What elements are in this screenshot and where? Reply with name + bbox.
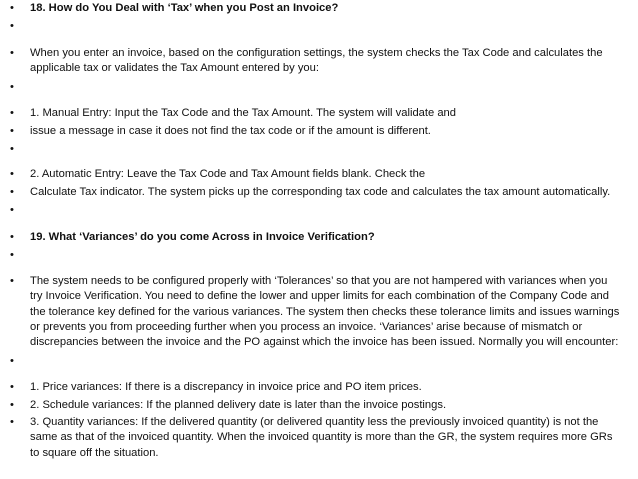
q19-quantity-line-2: same as that of the invoiced quantity. When the invoiced quantity is more than the GR, the system requires more GRs bbox=[30, 431, 613, 444]
q19-schedule-line: 2. Schedule variances: If the planned delivery date is later than the invoice postings. bbox=[30, 399, 447, 411]
q19-quantity-line-1: 3. Quantity variances: If the delivered quantity (or delivered quantity less the previously invoiced quantity) is not the bbox=[30, 416, 599, 428]
bullet-icon: • bbox=[10, 399, 14, 411]
bullet-icon: • bbox=[10, 47, 14, 59]
bullet-icon: • bbox=[10, 416, 14, 428]
q19-intro-line-3: the tolerance key defined for the various variances. The system then checks these tolerance limits and issues warnings bbox=[30, 305, 620, 318]
bullet-icon: • bbox=[10, 231, 14, 243]
bullet-icon: • bbox=[10, 81, 14, 93]
bullet-icon: • bbox=[10, 249, 14, 261]
q18-manual-line-1: 1. Manual Entry: Input the Tax Code and the Tax Amount. The system will validate and bbox=[30, 107, 456, 119]
q18-manual-line-2: issue a message in case it does not find the tax code or if the amount is different. bbox=[30, 125, 431, 137]
q19-intro-line-5: discrepancies between the invoice and the PO against which the invoice has been issued. Normally you will encounter: bbox=[30, 336, 619, 349]
bullet-icon: • bbox=[10, 143, 14, 155]
q18-auto-line-1: 2. Automatic Entry: Leave the Tax Code and Tax Amount fields blank. Check the bbox=[30, 168, 426, 180]
bullet-icon: • bbox=[10, 168, 14, 180]
q19-price-line: 1. Price variances: If there is a discrepancy in invoice price and PO item prices. bbox=[30, 381, 422, 393]
q19-quantity-line-3: to square off the situation. bbox=[30, 446, 159, 459]
q18-intro-line-1: When you enter an invoice, based on the configuration settings, the system checks the Tax Code and calculates the bbox=[30, 47, 603, 59]
bullet-icon: • bbox=[10, 275, 14, 287]
bullet-icon: • bbox=[10, 2, 14, 14]
bullet-icon: • bbox=[10, 186, 14, 198]
bullet-icon: • bbox=[10, 355, 14, 367]
bullet-icon: • bbox=[10, 20, 14, 32]
q18-heading: 18. How do You Deal with ‘Tax’ when you Post an Invoice? bbox=[30, 2, 339, 14]
q19-heading: 19. What ‘Variances’ do you come Across in Invoice Verification? bbox=[30, 231, 375, 243]
bullet-icon: • bbox=[10, 204, 14, 216]
q19-intro-line-2: try Invoice Verification. You need to define the lower and upper limits for each combination of the Company Code and bbox=[30, 290, 609, 303]
q18-intro-line-2: applicable tax or validates the Tax Amount entered by you: bbox=[30, 62, 319, 75]
q19-intro-line-1: The system needs to be configured properly with ‘Tolerances’ so that you are not hampered with variances when you bbox=[30, 275, 608, 287]
q18-auto-line-2: Calculate Tax indicator. The system picks up the corresponding tax code and calculates the tax amount automatically. bbox=[30, 186, 611, 198]
q19-intro-line-4: or prevents you from proceeding further when you process an invoice. ‘Variances’ arise because of mismatch or bbox=[30, 320, 583, 333]
bullet-icon: • bbox=[10, 107, 14, 119]
bullet-icon: • bbox=[10, 125, 14, 137]
bullet-icon: • bbox=[10, 381, 14, 393]
